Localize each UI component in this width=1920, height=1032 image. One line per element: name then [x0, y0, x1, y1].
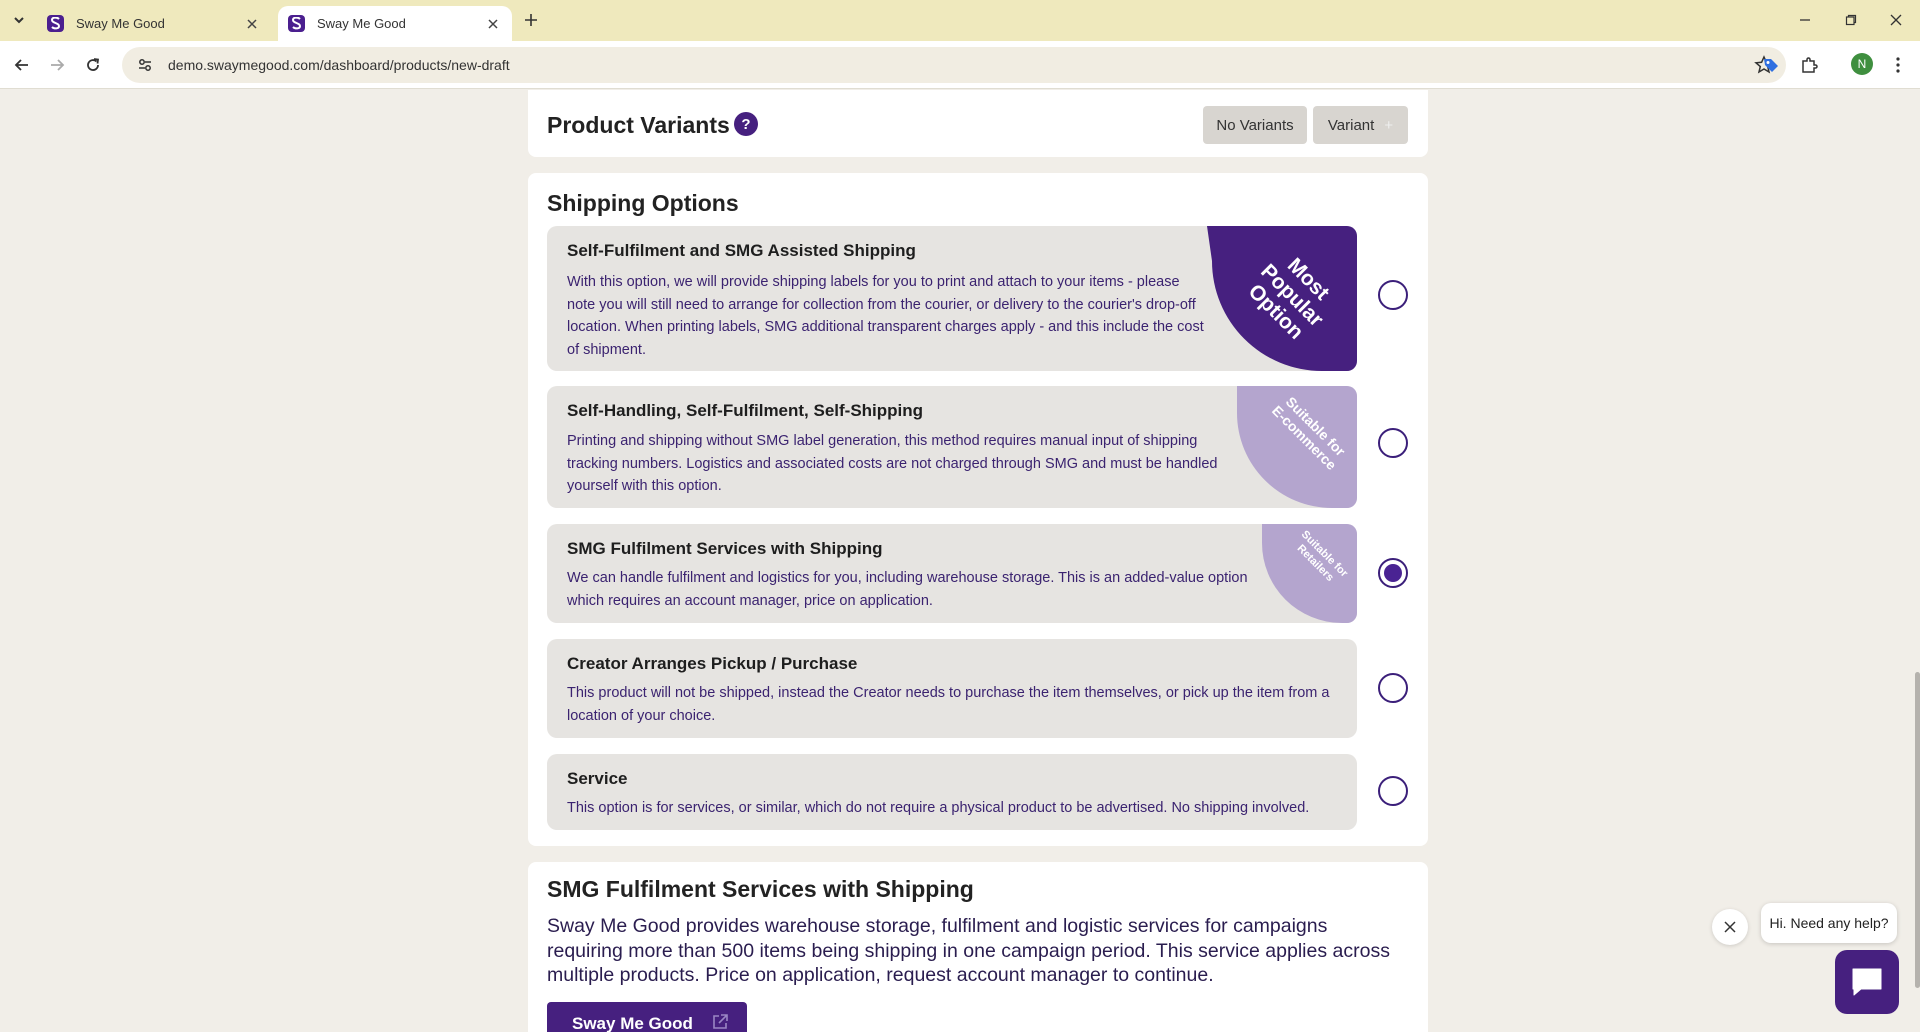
option-title: Service: [567, 769, 628, 788]
chat-greeting-bubble[interactable]: Hi. Need any help?: [1761, 903, 1897, 943]
radio-assisted[interactable]: [1378, 280, 1408, 310]
option-description: We can handle fulfilment and logistics for you, including warehouse storage. This is an added-value option which requires an account manager, price on application.: [567, 570, 1248, 609]
option-title: Self-Fulfilment and SMG Assisted Shipping: [567, 241, 916, 260]
tab-close-icon[interactable]: [243, 15, 261, 33]
ribbon-label: Suitable for E-commerce: [1268, 393, 1349, 474]
url-text: demo.swaymegood.com/dashboard/products/new-draft: [168, 57, 510, 73]
profile-avatar[interactable]: N: [1851, 53, 1873, 75]
option-description: Printing and shipping without SMG label generation, this method requires manual input of shipping tracking numbers. Logistics and associated costs are not charged through SMG and must be handled yourself with this option.: [567, 433, 1218, 494]
favicon-icon: [288, 15, 305, 32]
option-title: SMG Fulfilment Services with Shipping: [567, 539, 883, 558]
no-variants-button[interactable]: No Variants: [1203, 106, 1307, 144]
shipping-options-title: Shipping Options: [547, 190, 739, 216]
shipping-option-self-handling[interactable]: [547, 386, 1357, 508]
browser-toolbar: [0, 41, 1920, 89]
most-popular-ribbon: [1207, 226, 1357, 371]
forward-arrow-icon[interactable]: [45, 53, 69, 77]
chat-dismiss-close-icon[interactable]: [1712, 909, 1748, 945]
address-bar[interactable]: [122, 47, 1786, 83]
chat-launcher-icon[interactable]: [1835, 950, 1899, 1014]
tab-title: Sway Me Good: [76, 16, 165, 31]
shipping-option-smg-fulfilment[interactable]: [547, 524, 1357, 623]
browser-tab-1[interactable]: [37, 6, 271, 41]
radio-creator-pickup[interactable]: [1378, 673, 1408, 703]
option-description: With this option, we will provide shipping labels for you to print and attach to your items - please note you will still need to arrange for collection from the courier, or delivery to the courier's drop-off location. When printing labels, SMG additional transparent charges apply - and this include the cost of shipment.: [567, 274, 1204, 358]
fulfilment-info-card: [528, 862, 1428, 1032]
ribbon-label: Most Popular Option: [1243, 253, 1334, 344]
page-viewport: [0, 90, 1920, 1032]
site-settings-icon[interactable]: [136, 56, 154, 74]
minimize-icon[interactable]: [1794, 9, 1816, 31]
ecommerce-ribbon: [1237, 386, 1357, 508]
option-description: This product will not be shipped, instead the Creator needs to purchase the item themselves, or pick up the item from a location of your choice.: [567, 685, 1330, 724]
product-variants-card: [528, 90, 1428, 157]
variant-button[interactable]: [1313, 106, 1408, 144]
shipping-option-assisted[interactable]: [547, 226, 1357, 371]
radio-smg-fulfilment[interactable]: [1378, 558, 1408, 588]
tab-search-chevron-icon[interactable]: [8, 9, 30, 31]
retailers-ribbon: [1262, 524, 1357, 623]
back-arrow-icon[interactable]: [10, 53, 34, 77]
help-question-icon[interactable]: ?: [734, 112, 758, 136]
tab-strip: [0, 0, 1920, 41]
button-label: Sway Me Good: [572, 1014, 693, 1032]
browser-menu-icon[interactable]: [1888, 53, 1908, 77]
option-title: Self-Handling, Self-Fulfilment, Self-Shipping: [567, 401, 924, 420]
tab-title: Sway Me Good: [317, 16, 406, 31]
shipping-option-service[interactable]: [547, 754, 1357, 830]
reload-icon[interactable]: [81, 53, 105, 77]
variant-button-label: Variant: [1327, 116, 1375, 134]
restore-icon[interactable]: [1840, 9, 1862, 31]
product-variants-title: Product Variants: [547, 112, 730, 138]
extension-tag-icon[interactable]: [1759, 53, 1783, 77]
browser-tab-2[interactable]: [278, 6, 512, 41]
window-close-icon[interactable]: [1885, 9, 1907, 31]
extensions-puzzle-icon[interactable]: [1797, 53, 1821, 77]
ribbon-label: Suitable for Retailers: [1294, 528, 1351, 584]
radio-service[interactable]: [1378, 776, 1408, 806]
favicon-icon: [47, 15, 64, 32]
shipping-option-creator-pickup[interactable]: [547, 639, 1357, 738]
tab-close-icon[interactable]: [484, 15, 502, 33]
plus-icon: +: [1384, 116, 1394, 134]
new-tab-plus-icon[interactable]: [520, 9, 542, 31]
fulfilment-info-text: Sway Me Good provides warehouse storage, fulfilment and logistic services for campaigns requiring more than 500 items being shipping in one campaign period. This service applies across multiple products. Price on application, request account manager to continue.: [547, 915, 1390, 986]
shipping-options-card: [528, 173, 1428, 846]
option-description: This option is for services, or similar, which do not require a physical product to be advertised. No shipping involved.: [567, 800, 1310, 816]
option-title: Creator Arranges Pickup / Purchase: [567, 654, 858, 673]
sway-me-good-link-button[interactable]: [547, 1002, 747, 1032]
fulfilment-info-title: SMG Fulfilment Services with Shipping: [547, 876, 974, 902]
radio-self-handling[interactable]: [1378, 428, 1408, 458]
page-scrollbar-thumb[interactable]: [1915, 672, 1920, 988]
external-link-icon: [711, 1013, 729, 1032]
